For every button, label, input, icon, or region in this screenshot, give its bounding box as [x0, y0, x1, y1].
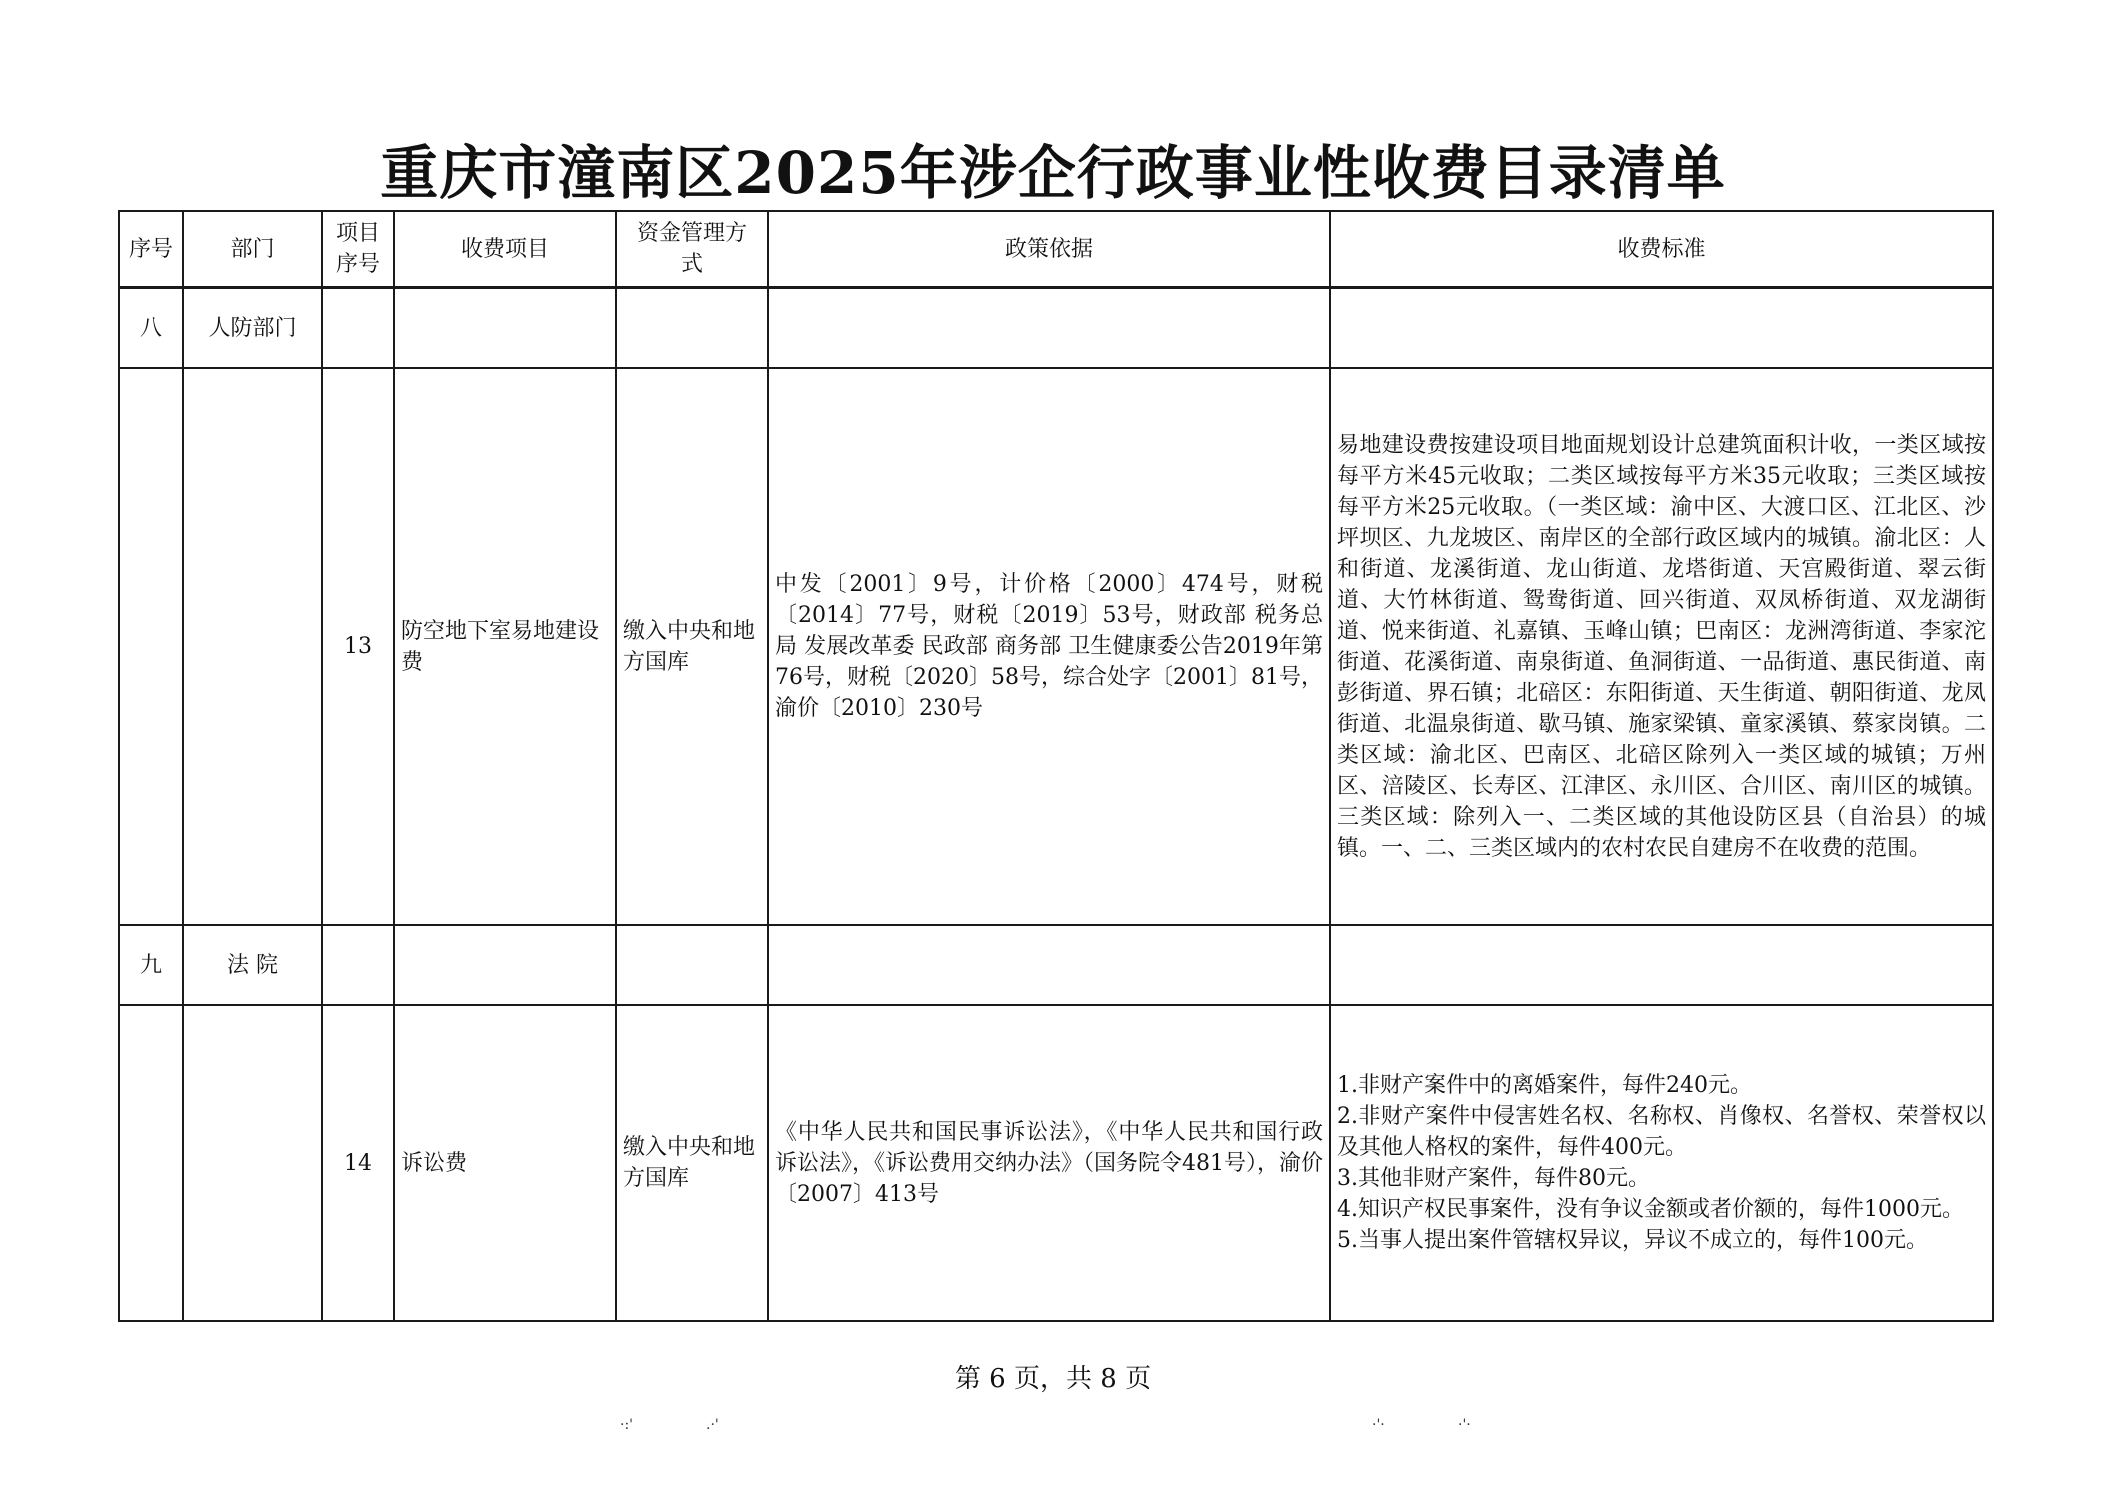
- table-row-item: [119, 368, 1993, 925]
- item-name: 诉讼费: [394, 1005, 616, 1321]
- empty-cell: [1330, 925, 1993, 1005]
- empty-cell: [768, 288, 1330, 369]
- empty-cell: [1330, 288, 1993, 369]
- scan-noise-mark: .·': [706, 1417, 719, 1433]
- item-no: 13: [322, 368, 394, 925]
- empty-cell: [183, 1005, 322, 1321]
- standard-line: 2.非财产案件中侵害姓名权、名称权、肖像权、名誉权、荣誉权以及其他人格权的案件，每件400元。: [1337, 1104, 1986, 1160]
- page-title: 重庆市潼南区2025年涉企行政事业性收费目录清单: [380, 139, 1726, 207]
- fee-catalog-table: [118, 210, 1994, 1322]
- empty-cell: [119, 368, 183, 925]
- table-row-section-category: [119, 925, 1993, 1005]
- empty-cell: [183, 368, 322, 925]
- standard-line: 4.知识产权民事案件，没有争议金额或者价额的，每件1000元。: [1337, 1197, 1964, 1222]
- section-seq: 八: [119, 288, 183, 369]
- scan-noise-mark: ·'·: [1458, 1417, 1471, 1433]
- section-dept: 法 院: [183, 925, 322, 1005]
- empty-cell: [394, 288, 616, 369]
- item-fund-mgmt: 缴入中央和地方国库: [616, 1005, 768, 1321]
- item-standard: [1330, 1005, 1993, 1321]
- section-seq: 九: [119, 925, 183, 1005]
- empty-cell: [322, 288, 394, 369]
- header-item-no: 项目序号: [322, 211, 394, 288]
- empty-cell: [394, 925, 616, 1005]
- section-dept: 人防部门: [183, 288, 322, 369]
- header-dept: 部门: [183, 211, 322, 288]
- item-policy: 《中华人民共和国民事诉讼法》，《中华人民共和国行政诉讼法》，《诉讼费用交纳办法》（国务院令481号），渝价〔2007〕413号: [768, 1005, 1330, 1321]
- empty-cell: [322, 925, 394, 1005]
- standard-line: 5.当事人提出案件管辖权异议，异议不成立的，每件100元。: [1337, 1228, 1928, 1253]
- item-name: 防空地下室易地建设费: [394, 368, 616, 925]
- scan-noise-mark: ·'·: [1372, 1417, 1385, 1433]
- item-fund-mgmt: 缴入中央和地方国库: [616, 368, 768, 925]
- empty-cell: [119, 1005, 183, 1321]
- empty-cell: [616, 288, 768, 369]
- table-row-section-category: [119, 288, 1993, 369]
- header-standard: 收费标准: [1330, 211, 1993, 288]
- empty-cell: [616, 925, 768, 1005]
- standard-line: 1.非财产案件中的离婚案件，每件240元。: [1337, 1073, 1752, 1098]
- page-number: 第 6 页，共 8 页: [954, 1364, 1152, 1394]
- empty-cell: [768, 925, 1330, 1005]
- scan-noise-mark: ·:': [620, 1417, 634, 1433]
- table-header-row: [119, 211, 1993, 288]
- header-seq: 序号: [119, 211, 183, 288]
- header-item: 收费项目: [394, 211, 616, 288]
- item-policy: 中发〔2001〕9号，计价格〔2000〕474号，财税〔2014〕77号，财税〔2019〕53号，财政部 税务总局 发展改革委 民政部 商务部 卫生健康委公告2019年第76号，财税〔2020〕58号，综合处字〔2001〕81号，渝价〔2010〕230号: [768, 368, 1330, 925]
- standard-line: 3.其他非财产案件，每件80元。: [1337, 1166, 1650, 1191]
- table-row-item: [119, 1005, 1993, 1321]
- header-fund-mgmt: 资金管理方式: [616, 211, 768, 288]
- header-policy: 政策依据: [768, 211, 1330, 288]
- item-no: 14: [322, 1005, 394, 1321]
- item-standard: 易地建设费按建设项目地面规划设计总建筑面积计收，一类区域按每平方米45元收取；二类区域按每平方米35元收取；三类区域按每平方米25元收取。（一类区域：渝中区、大渡口区、江北区、沙坪坝区、九龙坡区、南岸区的全部行政区域内的城镇。渝北区：人和街道、龙溪街道、龙山街道、龙塔街道、天宫殿街道、翠云街道、大竹林街道、鸳鸯街道、回兴街道、双凤桥街道、双龙湖街道、悦来街道、礼嘉镇、玉峰山镇；巴南区：龙洲湾街道、李家沱街道、花溪街道、南泉街道、鱼洞街道、一品街道、惠民街道、南彭街道、界石镇；北碚区：东阳街道、天生街道、朝阳街道、龙凤街道、北温泉街道、歇马镇、施家梁镇、童家溪镇、蔡家岗镇。二类区域：渝北区、巴南区、北碚区除列入一类区域的城镇；万州区、涪陵区、长寿区、江津区、永川区、合川区、南川区的城镇。三类区域：除列入一、二类区域的其他设防区县（自治县）的城镇。一、二、三类区域内的农村农民自建房不在收费的范围。: [1330, 368, 1993, 925]
